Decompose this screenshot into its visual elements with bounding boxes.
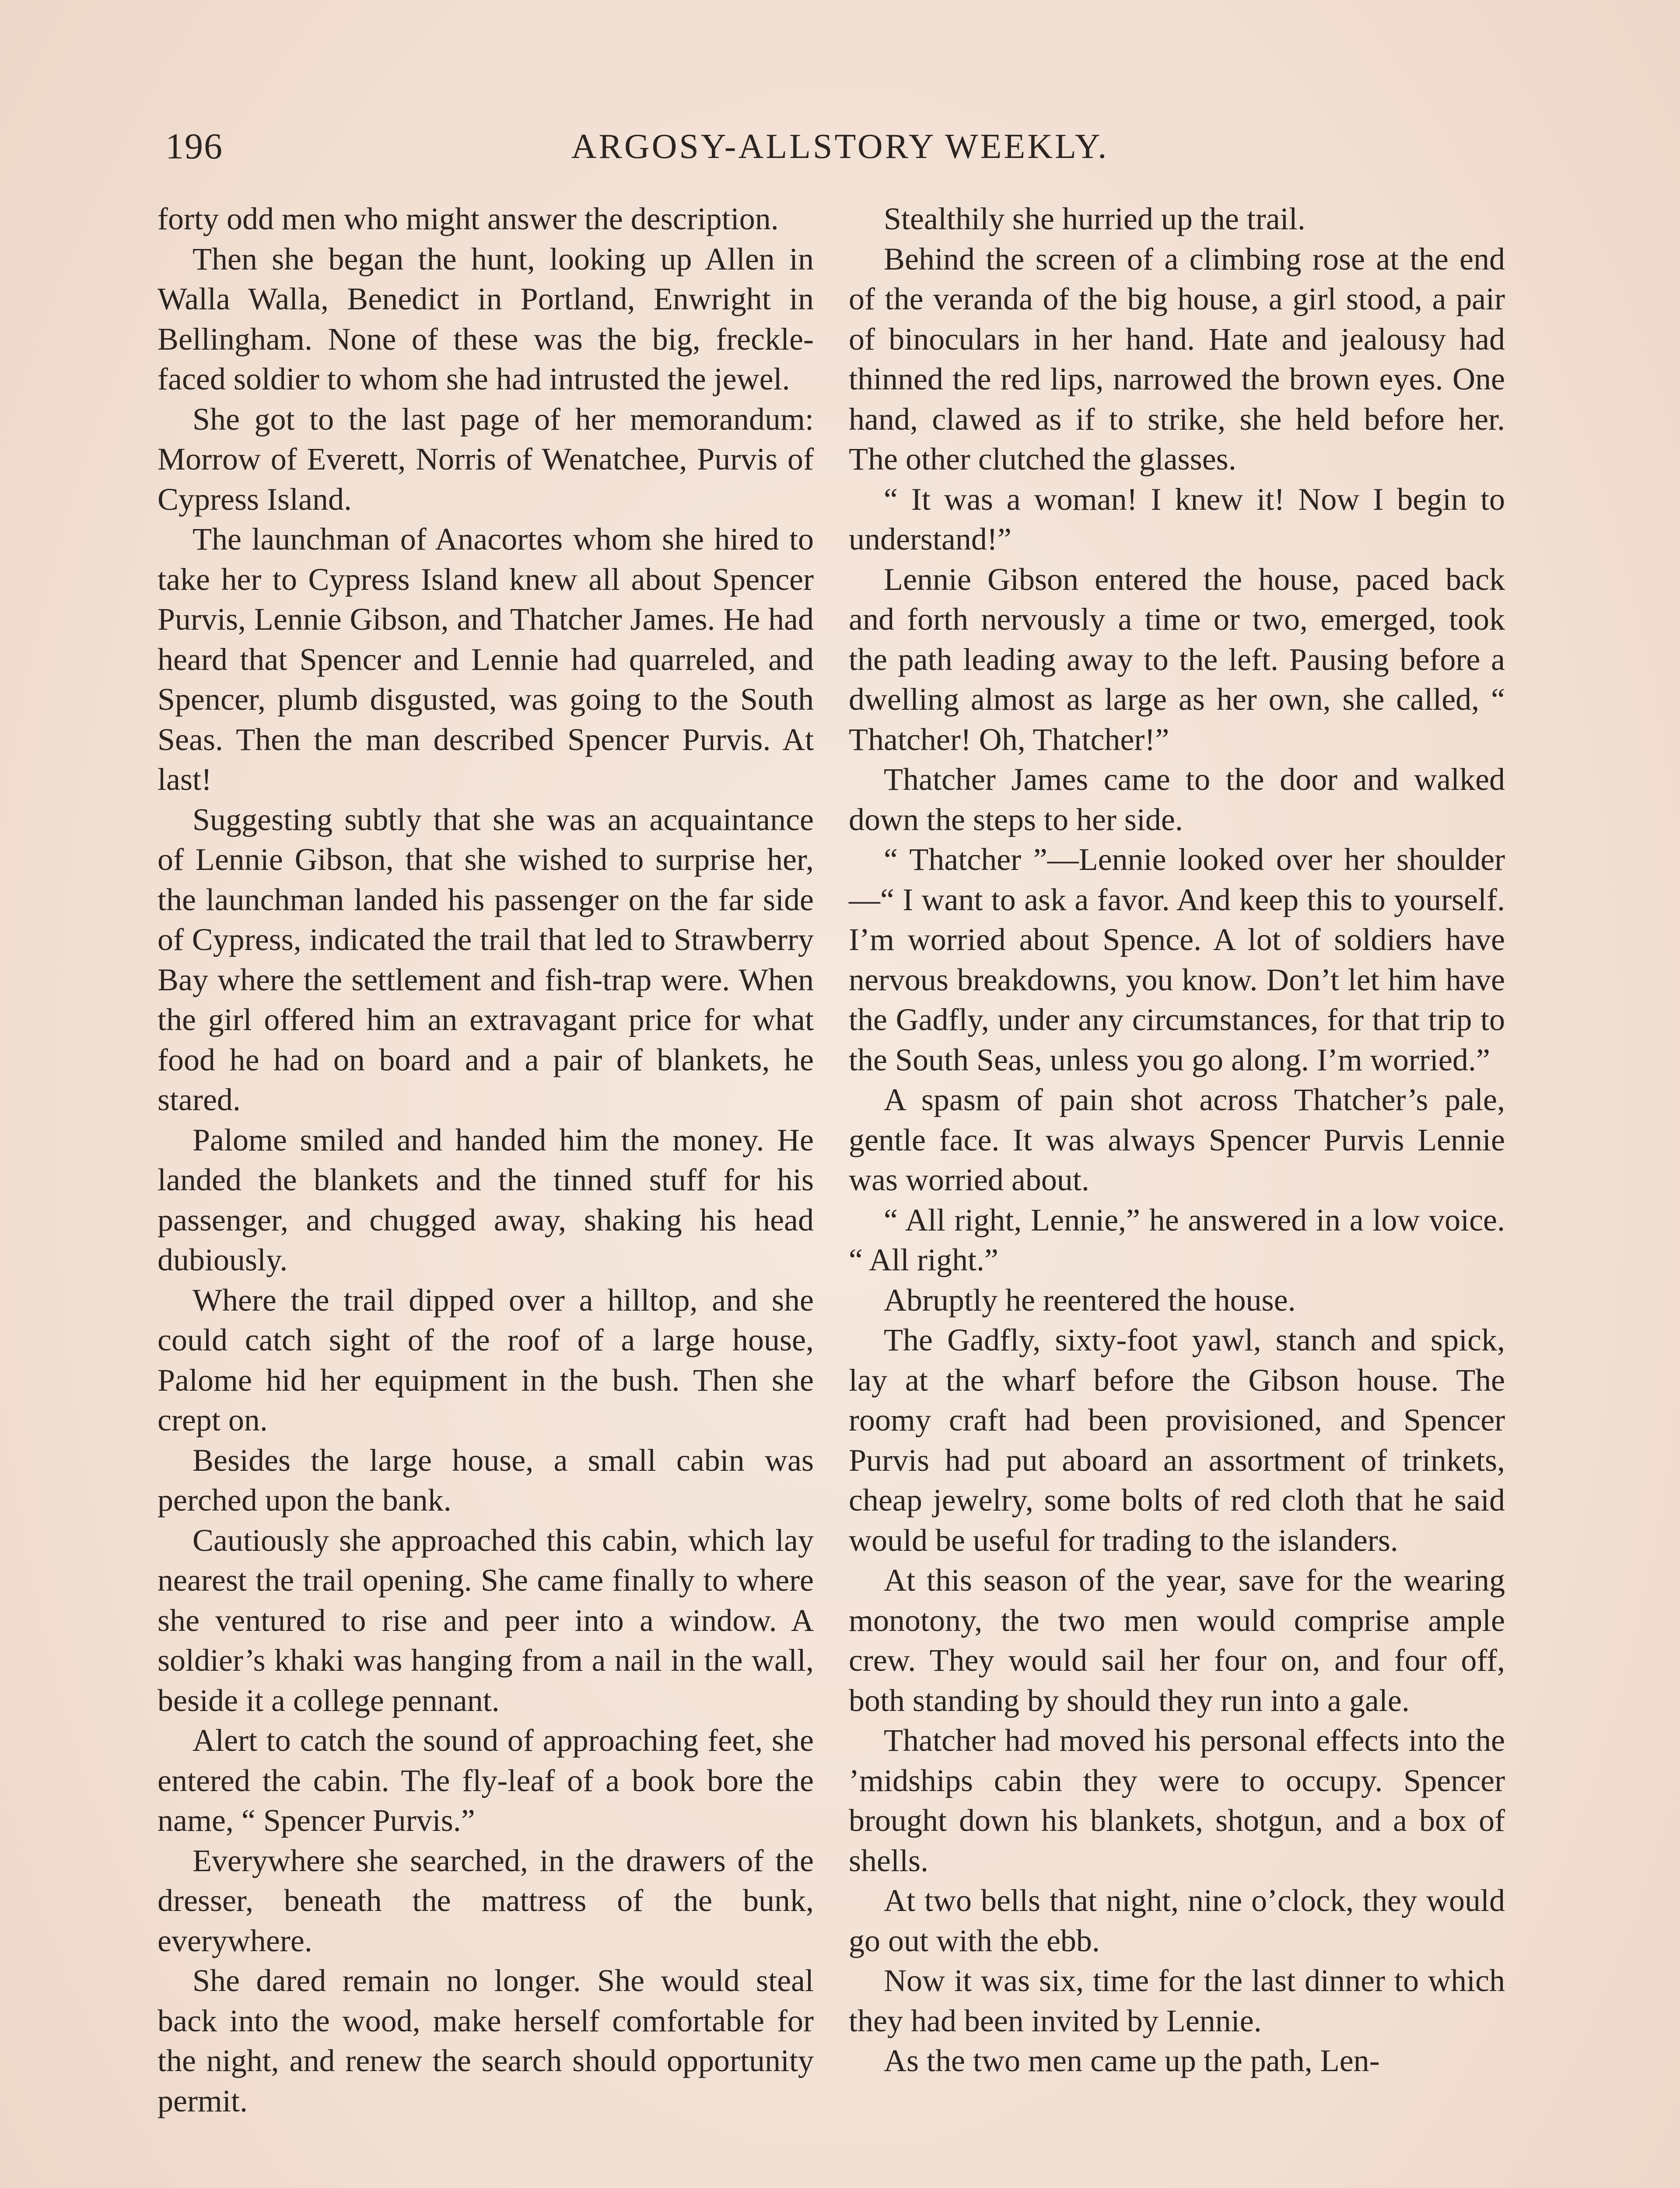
paragraph: Stealthily she hurried up the trail. (884, 201, 1306, 236)
paragraph: Where the trail dipped over a hilltop, and she could catch sight of the roof of a large house, Palome hid her equipment in the bush. Then she crept on. (158, 1282, 814, 1438)
paragraph: She got to the last page of her memorandum: Morrow of Everett, Norris of Wenatchee, Purvis of Cypress Island. (158, 401, 814, 517)
paragraph: Behind the screen of a climbing rose at the end of the veranda of the big house, a girl stood, a pair of binoculars in her hand. Hate and jealousy had thinned the red lips, narrowed the brown eyes. One hand, clawed as if to strike, she held before her. The other clutched the glasses. (849, 241, 1505, 477)
paragraph: Then she began the hunt, looking up Allen in Walla Walla, Benedict in Portland, Enwright in Bellingham. None of these was the big, freckle-faced soldier to whom she had intrusted the jewel. (158, 241, 814, 396)
paragraph: Suggesting subtly that she was an acquaintance of Lennie Gibson, that she wished to surprise her, the launchman landed his passenger on the far side of Cypress, indicated the trail that led to Strawberry Bay where the settlement and fish-trap were. When the girl offered him an extravagant price for what food he had on board and a pair of blankets, he stared. (158, 802, 814, 1117)
paragraph: She dared remain no longer. She would steal back into the wood, make herself comfortable for the night, and renew the search should opportunity permit. (158, 1963, 814, 2118)
paragraph: The launchman of Anacortes whom she hired to take her to Cypress Island knew all about Spencer Purvis, Lennie Gibson, and Thatcher James. He had heard that Spencer and Lennie had quarreled, and Spencer, plumb disgusted, was going to the South Seas. Then the man described Spencer Purvis. At last! (158, 522, 814, 797)
paragraph: At two bells that night, nine o’clock, they would go out with the ebb. (849, 1883, 1505, 1958)
paragraph: A spasm of pain shot across Thatcher’s pale, gentle face. It was always Spencer Purvis Lennie was worried about. (849, 1082, 1505, 1197)
left-column (158, 199, 814, 2121)
paragraph: Cautiously she approached this cabin, which lay nearest the trail opening. She came finally to where she ventured to rise and peer into a window. A soldier’s khaki was hanging from a nail in the wall, beside it a college pennant. (158, 1522, 814, 1718)
text-columns (158, 199, 1514, 2188)
paragraph: Thatcher James came to the door and walked down the steps to her side. (849, 762, 1505, 837)
paragraph: “ Thatcher ”—Lennie looked over her shoulder—“ I want to ask a favor. And keep this to yourself. I’m worried about Spence. A lot of soldiers have nervous breakdowns, you know. Don’t let him have the Gadfly, under any circumstances, for that trip to the South Seas, unless you go along. I’m worried.” (849, 842, 1505, 1077)
running-head: ARGOSY-ALLSTORY WEEKLY. (571, 127, 1109, 166)
paragraph: As the two men came up the path, Len- (884, 2043, 1380, 2078)
paragraph: Lennie Gibson entered the house, paced back and forth nervously a time or two, emerged, took the path leading away to the left. Pausing before a dwelling almost as large as her own, she called, “ Thatcher! Oh, Thatcher!” (849, 561, 1505, 757)
paragraph: At this season of the year, save for the wearing monotony, the two men would comprise ample crew. They would sail her four on, and four off, both standing by should they run into a gale. (849, 1563, 1505, 1718)
paragraph: “ All right, Lennie,” he answered in a low voice. “ All right.” (849, 1202, 1505, 1277)
page-header (162, 123, 1518, 171)
page-number: 196 (165, 126, 223, 167)
paragraph: Abruptly he reentered the house. (884, 1282, 1296, 1318)
paragraph: Palome smiled and handed him the money. He landed the blankets and the tinned stuff for his passenger, and chugged away, shaking his head dubiously. (158, 1122, 814, 1277)
paragraph: Besides the large house, a small cabin was perched upon the bank. (158, 1442, 814, 1518)
paragraph: Thatcher had moved his personal effects into the ’midships cabin they were to occupy. Spencer brought down his blankets, shotgun, and a box of shells. (849, 1723, 1505, 1878)
paragraph: Alert to catch the sound of approaching feet, she entered the cabin. The fly-leaf of a book bore the name, “ Spencer Purvis.” (158, 1723, 814, 1838)
right-column (849, 199, 1505, 2081)
paragraph: “ It was a woman! I knew it! Now I begin to understand!” (849, 481, 1505, 557)
paragraph: The Gadfly, sixty-foot yawl, stanch and spick, lay at the wharf before the Gibson house. The roomy craft had been provisioned, and Spencer Purvis had put aboard an assortment of trinkets, cheap jewelry, some bolts of red cloth that he said would be useful for trading to the islanders. (849, 1322, 1505, 1558)
paragraph: forty odd men who might answer the description. (158, 201, 779, 236)
paragraph: Now it was six, time for the last dinner to which they had been invited by Lennie. (849, 1963, 1505, 2038)
paragraph: Everywhere she searched, in the drawers of the dresser, beneath the mattress of the bunk, everywhere. (158, 1843, 814, 1958)
